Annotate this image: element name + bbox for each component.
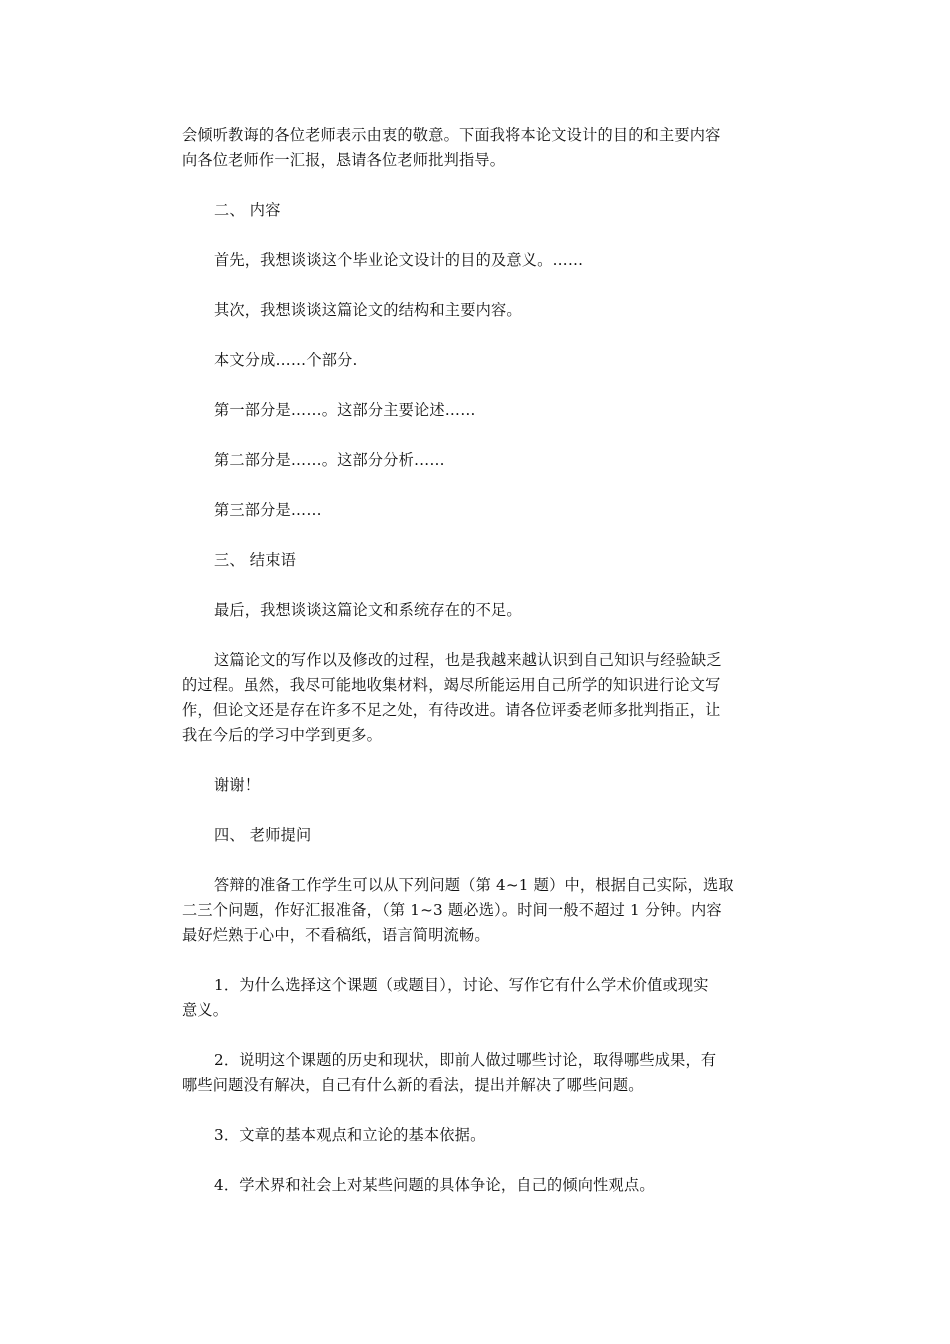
paragraph-line: 本文分成……个部分. [214,351,358,369]
paragraph-line: 最好烂熟于心中，不看稿纸，语言简明流畅。 [182,926,490,944]
list-item: 3．文章的基本观点和立论的基本依据。 [214,1126,486,1144]
paragraph-line: 这篇论文的写作以及修改的过程，也是我越来越认识到自己知识与经验缺乏 [214,651,722,669]
paragraph-line: 谢谢！ [214,776,261,794]
paragraph-line: 作，但论文还是存在许多不足之处，有待改进。请各位评委老师多批判指正，让 [182,701,721,719]
paragraph-line: 会倾听教诲的各位老师表示由衷的敬意。下面我将本论文设计的目的和主要内容 [182,126,721,144]
list-item: 4．学术界和社会上对某些问题的具体争论，自己的倾向性观点。 [214,1176,655,1194]
paragraph-line: 答辩的准备工作学生可以从下列问题（第 4~1 题）中，根据自己实际，选取 [214,876,734,894]
paragraph-line: 最后，我想谈谈这篇论文和系统存在的不足。 [214,601,522,619]
paragraph-line: 首先，我想谈谈这个毕业论文设计的目的及意义。…… [214,251,584,269]
paragraph-line: 第二部分是……。这部分分析…… [214,451,445,469]
paragraph-line: 二三个问题，作好汇报准备，（第 1~3 题必选）。时间一般不超过 1 分钟。内容 [182,901,722,919]
list-item-continuation: 哪些问题没有解决，自己有什么新的看法，提出并解决了哪些问题。 [182,1076,644,1094]
list-item: 1．为什么选择这个课题（或题目），讨论、写作它有什么学术价值或现实 [214,976,709,994]
paragraph-line: 第一部分是……。这部分主要论述…… [214,401,476,419]
section-heading: 三、 结束语 [214,551,296,569]
paragraph-line: 的过程。虽然，我尽可能地收集材料，竭尽所能运用自己所学的知识进行论文写 [182,676,721,694]
list-item: 2．说明这个课题的历史和现状，即前人做过哪些讨论，取得哪些成果，有 [214,1051,717,1069]
paragraph-line: 其次，我想谈谈这篇论文的结构和主要内容。 [214,301,522,319]
paragraph-line: 向各位老师作一汇报，恳请各位老师批判指导。 [182,151,506,169]
paragraph-line: 我在今后的学习中学到更多。 [182,726,383,744]
list-item-continuation: 意义。 [182,1001,229,1019]
section-heading: 二、 内容 [214,201,281,219]
paragraph-line: 第三部分是…… [214,501,322,519]
section-heading: 四、 老师提问 [214,826,312,844]
